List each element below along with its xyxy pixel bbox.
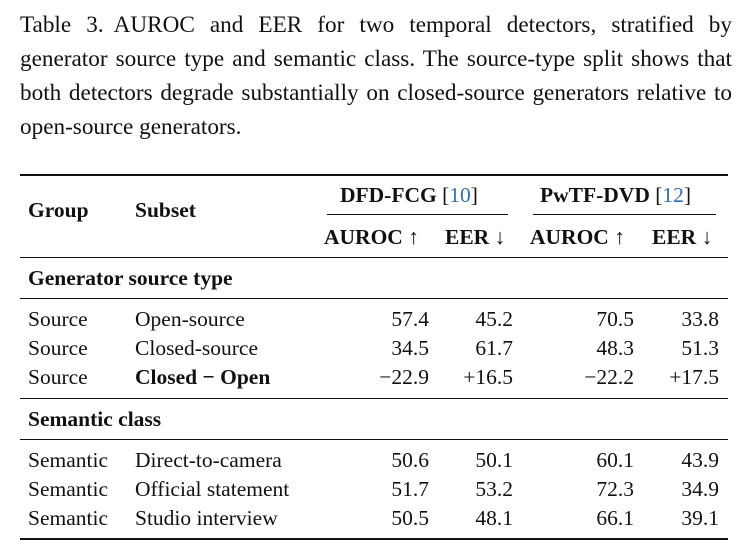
header-d2-eer: EER ↓ <box>652 225 713 249</box>
header-group: Group <box>28 198 89 222</box>
cell-d2-eer: 33.8 <box>681 307 719 331</box>
cell-d1-eer: 53.2 <box>475 477 513 501</box>
cell-d2-auroc: 72.3 <box>596 477 634 501</box>
bottom-rule <box>20 538 728 540</box>
cell-group: Semantic <box>28 477 109 501</box>
cell-d2-eer: 43.9 <box>681 448 719 472</box>
cite-close: ] <box>683 183 692 207</box>
header-detector-pwtf-dvd <box>540 182 691 208</box>
cell-d1-auroc: −22.9 <box>379 365 429 389</box>
detector-name: PwTF-DVD <box>540 183 650 207</box>
table-caption <box>20 8 732 144</box>
caption-label: Table 3. <box>20 12 104 38</box>
cell-d2-eer: 39.1 <box>681 506 719 530</box>
section-rule <box>20 298 728 299</box>
header-d1-auroc: AUROC ↑ <box>324 225 419 249</box>
cell-d1-eer: 48.1 <box>475 506 513 530</box>
detector1-cmidrule <box>327 214 508 215</box>
cell-subset: Direct-to-camera <box>135 448 282 472</box>
cite-close: ] <box>470 183 478 207</box>
detector-name: DFD-FCG <box>340 183 437 207</box>
cell-subset: Official statement <box>135 477 290 501</box>
cell-subset: Closed-source <box>135 336 258 360</box>
detector2-cmidrule <box>533 214 716 215</box>
header-d1-eer: EER ↓ <box>445 225 506 249</box>
citation-link[interactable]: 10 <box>449 183 471 207</box>
section-title: Semantic class <box>28 407 162 431</box>
cell-d2-auroc: 60.1 <box>596 448 634 472</box>
cell-subset: Closed − Open <box>135 365 271 389</box>
cell-d2-eer: 34.9 <box>681 477 719 501</box>
cell-d1-auroc: 50.5 <box>391 506 429 530</box>
cell-d1-auroc: 51.7 <box>391 477 429 501</box>
cell-group: Source <box>28 307 88 331</box>
cell-d2-auroc: 48.3 <box>596 336 634 360</box>
cell-d2-eer: +17.5 <box>669 365 719 389</box>
cell-d1-eer: 50.1 <box>475 448 513 472</box>
cell-d2-eer: 51.3 <box>681 336 719 360</box>
cell-d2-auroc: 70.5 <box>596 307 634 331</box>
caption-text: AUROC and EER for two temporal detectors, stratified by generator source type and semantic class. The source-type split shows that both detectors degrade substantially on closed-source generators relative to open-source generators. <box>20 12 732 140</box>
cell-group: Semantic <box>28 506 109 530</box>
cell-d2-auroc: −22.2 <box>584 365 634 389</box>
cell-d1-auroc: 34.5 <box>391 336 429 360</box>
cite-open: [ <box>442 183 450 207</box>
top-rule <box>20 174 728 176</box>
cell-group: Source <box>28 336 88 360</box>
cell-group: Semantic <box>28 448 109 472</box>
cell-subset: Open-source <box>135 307 245 331</box>
header-d2-auroc: AUROC ↑ <box>530 225 625 249</box>
section-divider-rule <box>20 398 728 399</box>
section-rule <box>20 439 728 440</box>
section-title: Generator source type <box>28 266 233 290</box>
cell-d1-auroc: 50.6 <box>391 448 429 472</box>
cell-d1-eer: 45.2 <box>475 307 513 331</box>
cell-d1-eer: 61.7 <box>475 336 513 360</box>
cell-d2-auroc: 66.1 <box>596 506 634 530</box>
cell-d1-auroc: 57.4 <box>391 307 429 331</box>
cell-subset: Studio interview <box>135 506 278 530</box>
citation-link[interactable]: 12 <box>662 183 684 207</box>
cell-group: Source <box>28 365 88 389</box>
header-rule <box>20 257 728 258</box>
cell-d1-eer: +16.5 <box>463 365 513 389</box>
header-subset: Subset <box>135 198 196 222</box>
header-detector-dfd-fcg <box>340 182 478 208</box>
cite-open: [ <box>655 183 663 207</box>
